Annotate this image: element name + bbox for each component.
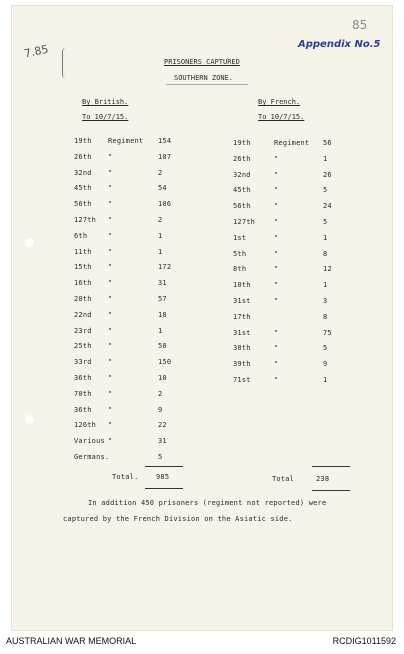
british-type-cell: "	[108, 184, 113, 193]
british-type-cell: "	[108, 295, 113, 303]
british-count-cell: 106	[158, 200, 172, 209]
british-type-cell: "	[108, 310, 113, 319]
british-heading: By British.	[82, 98, 129, 106]
british-unit-cell: 23rd	[74, 326, 92, 335]
document-page	[12, 6, 392, 630]
french-unit-cell: 39th	[233, 360, 251, 369]
french-type-cell: "	[274, 360, 279, 369]
british-unit-cell: 25th	[74, 342, 92, 351]
french-count-cell: 1	[323, 154, 328, 163]
french-unit-cell: 19th	[233, 139, 251, 147]
french-unit-cell: 5th	[233, 249, 247, 258]
french-unit-cell: 45th	[233, 186, 251, 195]
footer-credit: AUSTRALIAN WAR MEMORIAL	[6, 636, 137, 646]
french-count-cell: 8	[323, 249, 328, 258]
british-count-cell: 154	[158, 137, 172, 145]
french-count-cell: 75	[323, 328, 332, 337]
british-unit-cell: 126th	[74, 421, 97, 430]
british-unit-cell: 26th	[74, 152, 92, 161]
french-date: To 10/7/15.	[258, 113, 305, 121]
french-type-cell: "	[274, 154, 279, 163]
french-unit-cell: 8th	[233, 265, 247, 274]
british-type-cell: "	[108, 152, 113, 161]
british-unit-cell: 19th	[74, 137, 92, 145]
french-type-cell: "	[274, 233, 279, 242]
british-count-cell: 10	[158, 374, 167, 382]
french-count-cell: 8	[323, 312, 328, 321]
british-unit-cell: 56th	[74, 200, 92, 209]
french-type-cell: "	[274, 186, 279, 195]
british-count-cell: 5	[158, 453, 163, 461]
margin-note: 7.85	[22, 42, 50, 61]
british-count-cell: 2	[158, 389, 163, 398]
french-unit-cell: 31st	[233, 328, 251, 337]
british-unit-cell: Various	[74, 437, 105, 446]
british-count-cell: 1	[158, 231, 163, 240]
french-type-cell: "	[274, 281, 279, 290]
french-count-cell: 1	[323, 376, 328, 384]
british-unit-cell: 20th	[74, 295, 92, 303]
french-unit-cell: 71st	[233, 376, 251, 384]
british-type-cell: "	[108, 421, 113, 430]
french-count-cell: 56	[323, 139, 332, 147]
british-count-cell: 150	[158, 358, 172, 367]
british-unit-cell: 15th	[74, 263, 92, 272]
french-count-cell: 26	[323, 170, 332, 179]
french-type-cell: "	[274, 265, 279, 274]
british-count-cell: 50	[158, 342, 167, 351]
french-count-cell: 9	[323, 360, 328, 369]
british-count-cell: 57	[158, 295, 167, 303]
british-type-cell: "	[108, 358, 113, 367]
british-unit-cell: 33rd	[74, 358, 92, 367]
french-type-cell: "	[274, 202, 279, 211]
french-count-cell: 1	[323, 281, 328, 290]
british-type-cell: "	[108, 405, 113, 414]
french-unit-cell: 26th	[233, 154, 251, 163]
note-line-2: captured by the French Division on the Asiatic side.	[63, 515, 293, 523]
british-count-cell: 54	[158, 184, 167, 193]
french-heading: By French.	[258, 98, 301, 106]
british-date: To 10/7/15.	[82, 113, 129, 121]
french-type-cell: "	[274, 218, 279, 226]
british-count-cell: 2	[158, 216, 163, 224]
page-subtitle: SOUTHERN ZONE.	[174, 74, 234, 82]
british-total-rule	[145, 466, 183, 467]
french-total-underline	[312, 490, 350, 491]
french-count-cell: 5	[323, 218, 328, 226]
french-unit-cell: 10th	[233, 281, 251, 290]
french-unit-cell: 127th	[233, 218, 256, 226]
french-count-cell: 12	[323, 265, 332, 274]
french-unit-cell: 1st	[233, 233, 247, 242]
british-unit-cell: 22nd	[74, 310, 92, 319]
british-type-cell: "	[108, 247, 113, 256]
british-unit-cell: 127th	[74, 216, 97, 224]
french-count-cell: 1	[323, 233, 328, 242]
british-unit-cell: 16th	[74, 279, 92, 288]
british-type-cell: "	[108, 200, 113, 209]
british-type-cell: "	[108, 263, 113, 272]
french-unit-cell: 56th	[233, 202, 251, 211]
french-type-cell: "	[274, 344, 279, 353]
title-rule	[166, 84, 248, 85]
british-count-cell: 107	[158, 152, 172, 161]
french-unit-cell: 38th	[233, 344, 251, 353]
british-unit-cell: 32nd	[74, 168, 92, 177]
british-count-cell: 2	[158, 168, 163, 177]
french-unit-cell: 32nd	[233, 170, 251, 179]
british-type-cell: "	[108, 437, 113, 446]
british-unit-cell: Germans.	[74, 453, 110, 461]
british-unit-cell: 11th	[74, 247, 92, 256]
british-unit-cell: 45th	[74, 184, 92, 193]
french-type-cell: "	[274, 328, 279, 337]
british-total-underline	[145, 488, 183, 489]
french-count-cell: 3	[323, 297, 328, 305]
british-type-cell: "	[108, 374, 113, 382]
british-count-cell: 1	[158, 326, 163, 335]
french-type-cell: "	[274, 249, 279, 258]
british-type-cell: "	[108, 168, 113, 177]
british-type-cell: "	[108, 279, 113, 288]
british-count-cell: 22	[158, 421, 167, 430]
page-title: PRISONERS CAPTURED	[164, 58, 240, 66]
british-unit-cell: 36th	[74, 374, 92, 382]
appendix-note: Appendix No.5	[298, 39, 381, 50]
british-count-cell: 31	[158, 279, 167, 288]
french-type-cell: "	[274, 297, 279, 305]
page-number: 85	[352, 18, 368, 32]
french-unit-cell: 17th	[233, 312, 251, 321]
british-count-cell: 18	[158, 310, 167, 319]
british-unit-cell: 6th	[74, 231, 88, 240]
british-total-label: Total.	[112, 473, 139, 481]
british-unit-cell: 36th	[74, 405, 92, 414]
french-type-cell: "	[274, 376, 279, 384]
british-count-cell: 172	[158, 263, 172, 272]
note-line-1: In addition 450 prisoners (regiment not reported) were	[88, 499, 327, 507]
british-count-cell: 9	[158, 405, 163, 414]
british-type-cell: "	[108, 389, 113, 398]
french-total-value: 238	[316, 475, 330, 483]
french-count-cell: 24	[323, 202, 332, 211]
footer-id: RCDIG1011592	[332, 636, 396, 646]
british-type-cell: "	[108, 216, 113, 224]
french-total-rule	[312, 466, 350, 467]
punch-hole	[25, 238, 34, 247]
french-type-cell: Regiment	[274, 139, 310, 147]
french-count-cell: 5	[323, 186, 328, 195]
british-unit-cell: 70th	[74, 389, 92, 398]
british-type-cell: "	[108, 342, 113, 351]
british-type-cell: "	[108, 231, 113, 240]
french-total-label: Total	[272, 475, 295, 483]
british-type-cell: Regiment	[108, 137, 144, 145]
french-count-cell: 5	[323, 344, 328, 353]
french-type-cell: "	[274, 170, 279, 179]
french-unit-cell: 31st	[233, 297, 251, 305]
british-total-value: 985	[156, 473, 170, 481]
british-type-cell: "	[108, 326, 113, 335]
punch-hole	[25, 415, 34, 424]
british-count-cell: 31	[158, 437, 167, 446]
margin-bracket	[62, 48, 69, 78]
british-count-cell: 1	[158, 247, 163, 256]
